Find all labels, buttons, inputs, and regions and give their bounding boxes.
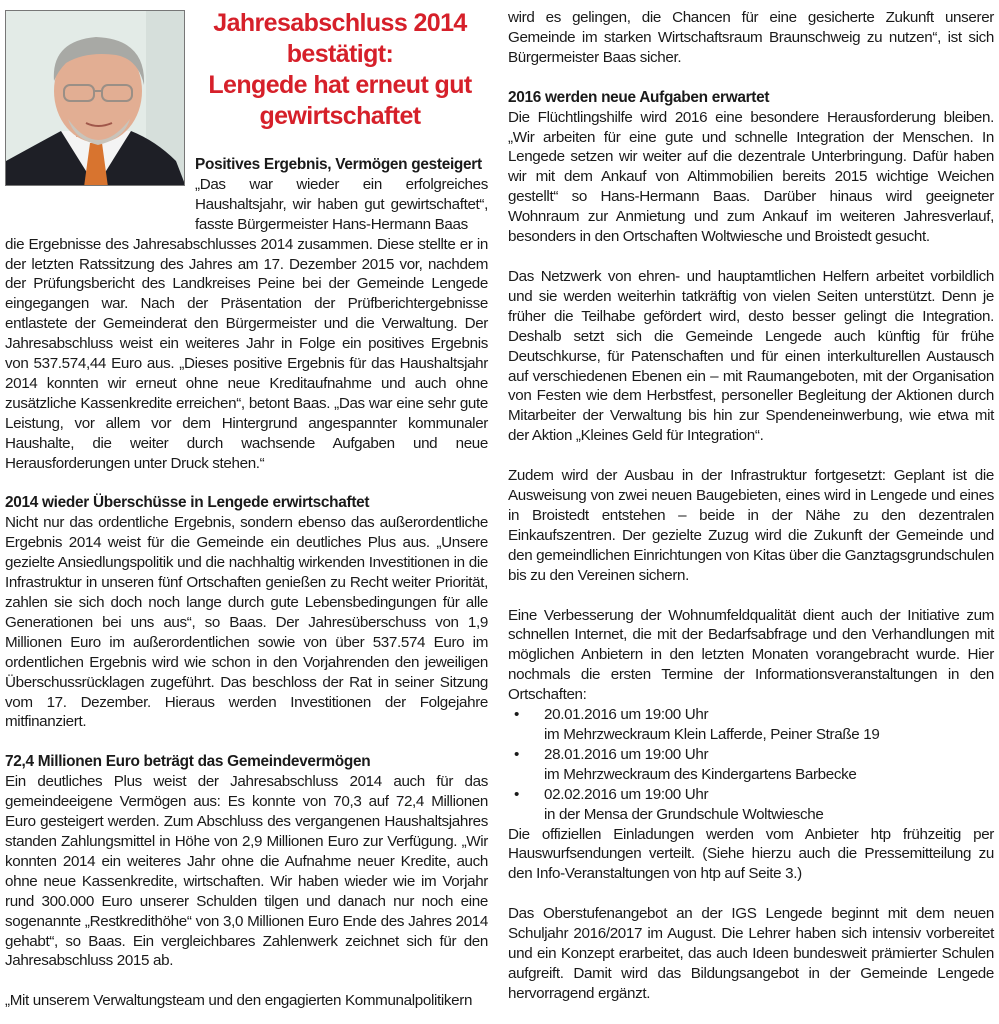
- title-line: gewirtschaftet: [259, 102, 421, 130]
- event-item: [508, 745, 994, 785]
- paragraph-igs: Das Oberstufenangebot an der IGS Lengede beginnt mit dem neuen Schuljahr 2016/2017 im August. Die Lehrer haben sich intensiv vorbereitet und ein Konzept erarbeitet, das auch Ideen bundesweit prämierter Schulen aufgreift. Damit wird das Bildungsangebot in der Gemeinde Lengede hervorragend ergänzt.: [508, 905, 994, 1002]
- section-body-neue-aufgaben: Die Flüchtlingshilfe wird 2016 eine besondere Herausforderung bleiben. „Wir arbeiten für eine gute und schnelle Integration der Menschen. In Lengede setzen wir weiter auf die dezentrale Unterbringung. Dafür haben wir mit dem Ankauf von Altimmobilien bereits 2015 wichtige Weichen gestellt“ so Hans-Hermann Baas. Darüber hinaus wird geeigneter Wohnraum zur Anmietung und zum Ankauf im weiteren Jahresverlauf, besonders in den Ortschaften Woltwiesche und Broistedt gesucht.: [508, 108, 994, 246]
- event-item: [508, 705, 994, 745]
- title-line: bestätigt:: [286, 40, 394, 68]
- section-heading-positives-ergebnis: Positives Ergebnis, Vermögen gesteigert: [195, 156, 482, 173]
- paragraph-infrastruktur: Zudem wird der Ausbau in der Infrastruktur fortgesetzt: Geplant ist die Ausweisung von zwei neuen Baugebieten, eines wird in Lengede und eines in Broistedt entstehen – beide in der Nähe zu den dezentralen Einkaufszentren. Der gezielte Zuzug wird die Zukunft der Gemeinde und den gemeindlichen Einrichtungen von Kitas über die Ganztagsgrundschulen bis zu den Vereinen sichern.: [508, 467, 994, 584]
- right-column: [508, 8, 994, 1004]
- event-place: im Mehrzweckraum des Kindergartens Barbecke: [544, 765, 857, 783]
- paragraph-netzwerk: Das Netzwerk von ehren- und hauptamtlichen Helfern arbeitet vorbildlich und sie werden weiterhin tatkräftig von vielen Seiten unterstützt. Denn je früher die Teilhabe gefördert wird, desto besser gelingt die Integration. Deshalb setzt sich die Gemeinde Lengede auch künftig für frühe Deutschkurse, für Patenschaften und für einen interkulturellen Austausch auf verschiedenen Ebenen ein – mit Raumangeboten, mit der Organisation von Festen wie dem Herbstfest, personeller Begleitung der Aktionen durch Mitarbeiter der Verwaltung bis hin zur Spendeneinwerbung, wie etwa mit der Aktion „Kleines Geld für Integration“.: [508, 267, 994, 445]
- paragraph-einladungen: Die offiziellen Einladungen werden vom Anbieter htp frühzeitig per Hauswurfsendungen verteilt. (Siehe hierzu auch die Pressemitteilung zu den Info-Veranstaltungen von htp auf Seite 3.): [508, 825, 994, 883]
- event-place: im Mehrzweckraum Klein Lafferde, Peiner Straße 19: [544, 726, 880, 743]
- event-date: • 28.01.2016 um 19:00 Uhr: [544, 745, 709, 763]
- event-item: [508, 785, 994, 825]
- event-date: • 02.02.2016 um 19:00 Uhr: [544, 785, 709, 803]
- closing-quote-start: „Mit unserem Verwaltungsteam und den engagierten Kommunalpolitikern: [5, 992, 473, 1010]
- title-line: Lengede hat erneut gut: [208, 71, 472, 99]
- section-body-positives-ergebnis: die Ergebnisse des Jahresabschlusses 2014 zusammen. Diese stellte er in der letzten Ratssitzung des Jahres am 17. Dezember 2015 vor, nachdem der Prüfungsbericht des Landkreises Peine bei der Gemeinde Lengede eingegangen war. Nach der Präsentation der Prüfberichtergebnisse entlastete der Gemeinderat den Bürgermeister und die Verwaltung. Der Jahresabschluss weist ein weiteres Jahr in Folge ein positives Ergebnis von 537.574,44 Euro aus. „Dieses positive Ergebnis für das Haushaltsjahr 2014 konnten wir erneut ohne neue Kreditaufnahme und auch ohne zusätzliche Kassenkredite erreichen“, betont Baas. „Das war eine sehr gute Leistung, vor allem vor dem Hintergrund angespannter kommunaler Haushalte, die weiter durch wachsende Aufgaben und neue Herausforderungen unter Druck stehen.“: [5, 235, 488, 472]
- event-place: in der Mensa der Grundschule Woltwiesche: [544, 805, 824, 823]
- title-line: Jahresabschluss 2014: [213, 9, 467, 37]
- lead-paragraph: „Das war wieder ein erfolgreiches Haushaltsjahr, wir haben gut gewirtschaftet“, fasste Bürgermeister Hans-Hermann Baas: [195, 175, 488, 233]
- paragraph-internet: Eine Verbesserung der Wohnumfeldqualität dient auch der Initiative zum schnellen Internet, die mit der Bedarfsabfrage und den Verhandlungen mit möglichen Anbietern in den letzten Monaten vorangebracht wurde. Hier nochmals die ersten Termine der Informationsveranstaltungen in den Ortschaften:: [508, 606, 994, 704]
- event-date: • 20.01.2016 um 19:00 Uhr: [544, 706, 709, 724]
- closing-quote-continued: wird es gelingen, die Chancen für eine gesicherte Zukunft unserer Gemeinde im starken Wirtschaftsraum Braunschweig zu nutzen“, ist sich Bürgermeister Baas sicher.: [508, 9, 994, 66]
- left-column: [5, 0, 488, 1011]
- section-heading-gemeindevermoegen: 72,4 Millionen Euro beträgt das Gemeindevermögen: [5, 753, 371, 771]
- section-body-gemeindevermoegen: Ein deutliches Plus weist der Jahresabschluss 2014 auch für das gemeindeeigene Vermögen aus: Es konnte von 70,3 auf 72,4 Millionen Euro gesteigert werden. Zum Abschluss des vergangenen Haushaltsjahres standen Zahlungsmittel in Höhe von 2,9 Millionen Euro zur Verfügung. „Wir konnten 2014 ein weiteres Jahr ohne die Aufnahme neuer Kredite, auch ohne neue Kassenkredite, wirtschaften. Wir haben wieder wie im Vorjahr rund 300.000 Euro unserer Schulden tilgen und danach nur noch eine sogenannte „Restkredithöhe“ von 3,0 Millionen Euro Ende des Jahres 2014 gehabt“, so Baas. Ein vergleichbares Zahlenwerk zeichnet sich für den Jahresabschluss 2015 ab.: [5, 773, 488, 970]
- event-list: [508, 705, 994, 824]
- section-heading-ueberschuesse: 2014 wieder Überschüsse in Lengede erwirtschaftet: [5, 494, 370, 512]
- section-heading-neue-aufgaben: 2016 werden neue Aufgaben erwartet: [508, 88, 770, 106]
- section-body-ueberschuesse: Nicht nur das ordentliche Ergebnis, sondern ebenso das außerordentliche Ergebnis 2014 weist für die Gemeinde ein deutliches Plus aus. „Unsere gezielte Ansiedlungspolitik und die nachhaltig wirkenden Investitionen in die Infrastruktur in unseren fünf Ortschaften genießen zu Recht weiter Priorität, zahlen sie sich doch noch lange durch gute Lebensbedingungen für alle Generationen bei uns aus“, so Baas. Der Jahresüberschuss von 1,9 Millionen Euro im außerordentlichen sowie von über 537.574 Euro im ordentlichen Ergebnis wird wie schon in den Vorjahrenden den jeweiligen Überschussrücklagen zugeführt. Das beschloss der Rat in seiner Sitzung vom 17. Dezember. Hieraus werden Investitionen der Folgejahre mitfinanziert.: [5, 514, 488, 731]
